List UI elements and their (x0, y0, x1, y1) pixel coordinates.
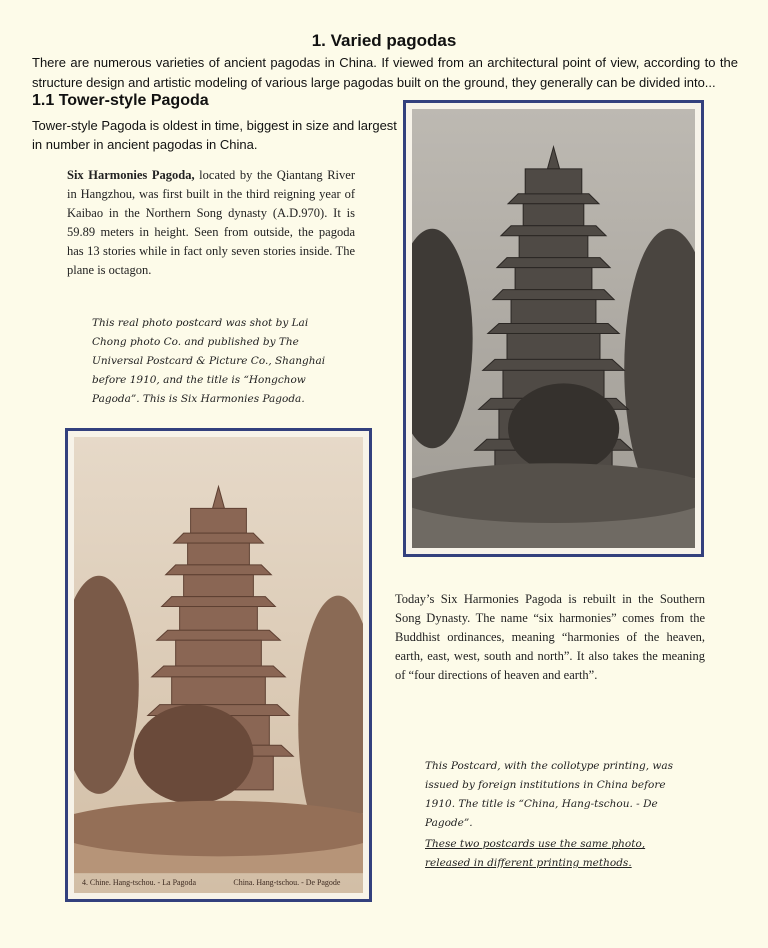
postcard-collotype-sepia (65, 428, 372, 902)
six-harmonies-name: Six Harmonies Pagoda, (67, 168, 195, 182)
intro-paragraph: There are numerous varieties of ancient pagodas in China. If viewed from an architectural point of view, according to the structure design and artistic modeling of various large pagodas built on the ground, they generally can be divided into... (32, 55, 738, 90)
caption-top-postcard: This real photo postcard was shot by Lai Chong photo Co. and published by The Universal Postcard & Picture Co., Shanghai before 1910, and the title is “Hongchow Pagoda”. This is Six Harmonies Pagoda. (92, 317, 326, 405)
section-heading: 1.1 Tower-style Pagoda (32, 92, 209, 109)
caption-bottom-postcard: This Postcard, with the collotype printing, was issued by foreign institutions in China before 1910. The title is “China, Hang-tschou. - De Pagode”. (425, 760, 674, 829)
postcard-label-left: 4. Chine. Hang-tschou. - La Pagoda (81, 878, 197, 888)
postcard-photo-grayscale (403, 100, 704, 557)
pagoda-photo-sepia (74, 437, 363, 893)
today-description: Today’s Six Harmonies Pagoda is rebuilt in the Southern Song Dynasty. The name “six harmonies” comes from the Buddhist ordinances, meaning “harmonies of the heaven, earth, east, west, south and north”. It also takes the meaning of “four directions of heaven and earth”. (395, 592, 705, 682)
pagoda-photo-gray (412, 109, 695, 548)
six-harmonies-description (67, 166, 355, 280)
postcard-label-right: China. Hang-tschou. - De Pagode (233, 878, 341, 888)
page-title: 1. Varied pagodas (311, 31, 457, 50)
six-harmonies-text: located by the Qiantang River in Hangzhou, was first built in the third reigning year of Kaibao in the Northern Song dynasty (A.D.970). It is 59.89 meters in height. Seen from outside, the pagoda has 13 stories while in fact only seven stories inside. The plane is octagon. (67, 168, 355, 277)
caption-note: These two postcards use the same photo, released in different printing methods. (425, 838, 646, 869)
section-text: Tower-style Pagoda is oldest in time, biggest in size and largest in number in ancient pagodas in China. (32, 118, 397, 152)
